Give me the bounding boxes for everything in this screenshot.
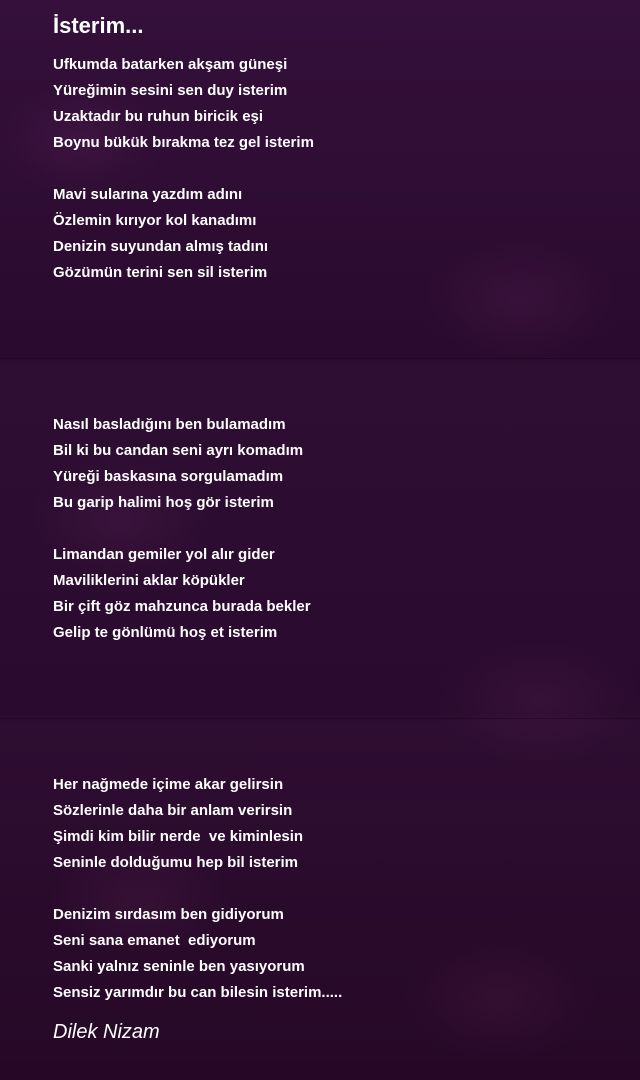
poem-author: Dilek Nizam (53, 1021, 160, 1043)
poem-line: Maviliklerini aklar köpükler (53, 572, 245, 589)
poem-line: Özlemin kırıyor kol kanadımı (53, 212, 257, 229)
poem-line: Mavi sularına yazdım adını (53, 186, 243, 203)
poem-line: Limandan gemiler yol alır gider (53, 546, 275, 563)
poem-line: Yüreğimin sesini sen duy isterim (53, 82, 288, 99)
poem-line: Yüreği baskasına sorgulamadım (53, 468, 284, 485)
poem-line: Bil ki bu candan seni ayrı komadım (53, 442, 304, 459)
poem-line: Bu garip halimi hoş gör isterim (53, 494, 274, 511)
poem-line: Seni sana emanet ediyorum (53, 932, 256, 949)
background-band-divider (0, 718, 640, 719)
poem-line: Nasıl basladığını ben bulamadım (53, 416, 286, 433)
poem-line: Sanki yalnız seninle ben yasıyorum (53, 958, 305, 975)
poem-line: Ufkumda batarken akşam güneşi (53, 56, 288, 73)
poem-line: Gelip te gönlümü hoş et isterim (53, 624, 278, 641)
poem-line: Uzaktadır bu ruhun biricik eşi (53, 108, 264, 125)
poem-line: Gözümün terini sen sil isterim (53, 264, 268, 281)
poem-line: Şimdi kim bilir nerde ve kiminlesin (53, 828, 304, 845)
poem-line: Her nağmede içime akar gelirsin (53, 776, 284, 793)
poem-line: Boynu bükük bırakma tez gel isterim (53, 134, 314, 151)
poem-line: Sözlerinle daha bir anlam verirsin (53, 802, 293, 819)
poem-line: Bir çift göz mahzunca burada bekler (53, 598, 311, 615)
poem-line: Seninle dolduğumu hep bil isterim (53, 854, 299, 871)
poem-title: İsterim... (53, 13, 144, 38)
poem-line: Sensiz yarımdır bu can bilesin isterim..... (53, 984, 343, 1001)
poem-line: Denizin suyundan almış tadını (53, 238, 269, 255)
poem-line: Denizim sırdasım ben gidiyorum (53, 906, 284, 923)
background-band-divider (0, 358, 640, 359)
